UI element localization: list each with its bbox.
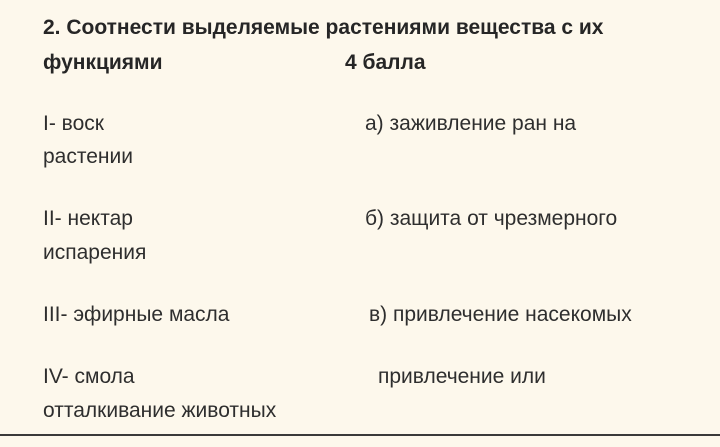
points-label: 4 балла bbox=[345, 51, 426, 74]
left-item-2: II- нектар bbox=[43, 207, 133, 230]
question-title-line1: 2. Соотнести выделяемые растениями вещества с их bbox=[43, 16, 604, 39]
right-item-a: а) заживление ран на bbox=[365, 112, 577, 135]
question-title-line2: функциями bbox=[43, 51, 163, 74]
right-item-b: б) защита от чрезмерного bbox=[365, 207, 618, 230]
left-item-4-cont: отталкивание животных bbox=[43, 399, 277, 422]
left-item-1-cont: растении bbox=[43, 145, 133, 168]
left-item-3: III- эфирные масла bbox=[43, 303, 230, 326]
right-item-d: привлечение или bbox=[378, 365, 546, 388]
left-item-2-cont: испарения bbox=[43, 241, 147, 264]
left-item-1: I- воск bbox=[43, 112, 104, 135]
left-item-4: IV- смола bbox=[43, 365, 135, 388]
right-item-c: в) привлечение насекомых bbox=[369, 303, 632, 326]
bottom-divider bbox=[0, 434, 720, 436]
